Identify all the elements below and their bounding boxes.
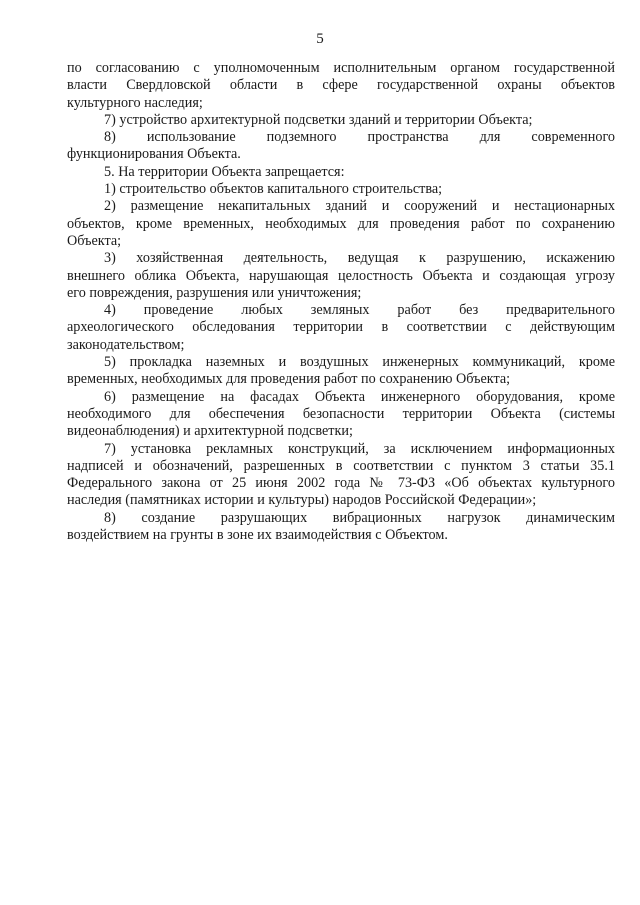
text-line: воздействием на грунты в зоне их взаимодействия с Объектом.	[67, 527, 448, 544]
page-number: 5	[316, 31, 324, 47]
text-line: по согласованию с уполномоченным исполнительным органом государственной	[67, 60, 615, 76]
text-line: 5) прокладка наземных и воздушных инженерных коммуникаций, кроме	[104, 354, 615, 371]
text-line: 1) строительство объектов капитального строительства;	[104, 181, 443, 198]
text-line: 8) создание разрушающих вибрационных нагрузок динамическим	[104, 509, 615, 526]
text-line: 2) размещение некапитальных зданий и сооружений и нестационарных	[104, 198, 615, 215]
text-line: 6) размещение на фасадах Объекта инженерного оборудования, кроме	[104, 388, 615, 405]
text-line: его повреждения, разрушения или уничтожения;	[67, 284, 362, 301]
text-line: наследия (памятниках истории и культуры) народов Российской Федерации»;	[67, 492, 537, 509]
text-line: объектов, кроме временных, необходимых для проведения работ по сохранению	[67, 215, 615, 232]
text-line: необходимого для обеспечения безопасности территории Объекта (системы	[67, 405, 615, 422]
text-line: надписей и обозначений, разрешенных в соответствии с пунктом 3 статьи 35.1	[67, 457, 615, 474]
text-line: Федерального закона от 25 июня 2002 года № 73-ФЗ «Об объектах культурного	[67, 475, 615, 492]
text-line: функционирования Объекта.	[67, 146, 241, 163]
text-line: 4) проведение любых земляных работ без предварительного	[104, 302, 615, 319]
text-line: археологического обследования территории в соответствии с действующим	[67, 319, 615, 336]
text-line: власти Свердловской области в сфере государственной охраны объектов	[67, 77, 615, 94]
text-line: законодательством;	[67, 336, 185, 353]
document-body	[67, 60, 615, 544]
text-line: 7) установка рекламных конструкций, за исключением информационных	[104, 440, 615, 457]
text-line: 3) хозяйственная деятельность, ведущая к разрушению, искажению	[104, 250, 615, 267]
text-line: видеонаблюдения) и архитектурной подсветки;	[67, 423, 353, 440]
text-line: Объекта;	[67, 232, 122, 249]
text-line: 8) использование подземного пространства для современного	[104, 129, 615, 146]
text-line: 5. На территории Объекта запрещается:	[104, 163, 345, 180]
text-line: внешнего облика Объекта, нарушающая целостность Объекта и создающая угрозу	[67, 267, 615, 284]
text-line: временных, необходимых для проведения работ по сохранению Объекта;	[67, 371, 511, 388]
text-line: культурного наследия;	[67, 94, 203, 111]
text-line: 7) устройство архитектурной подсветки зданий и территории Объекта;	[104, 111, 533, 128]
